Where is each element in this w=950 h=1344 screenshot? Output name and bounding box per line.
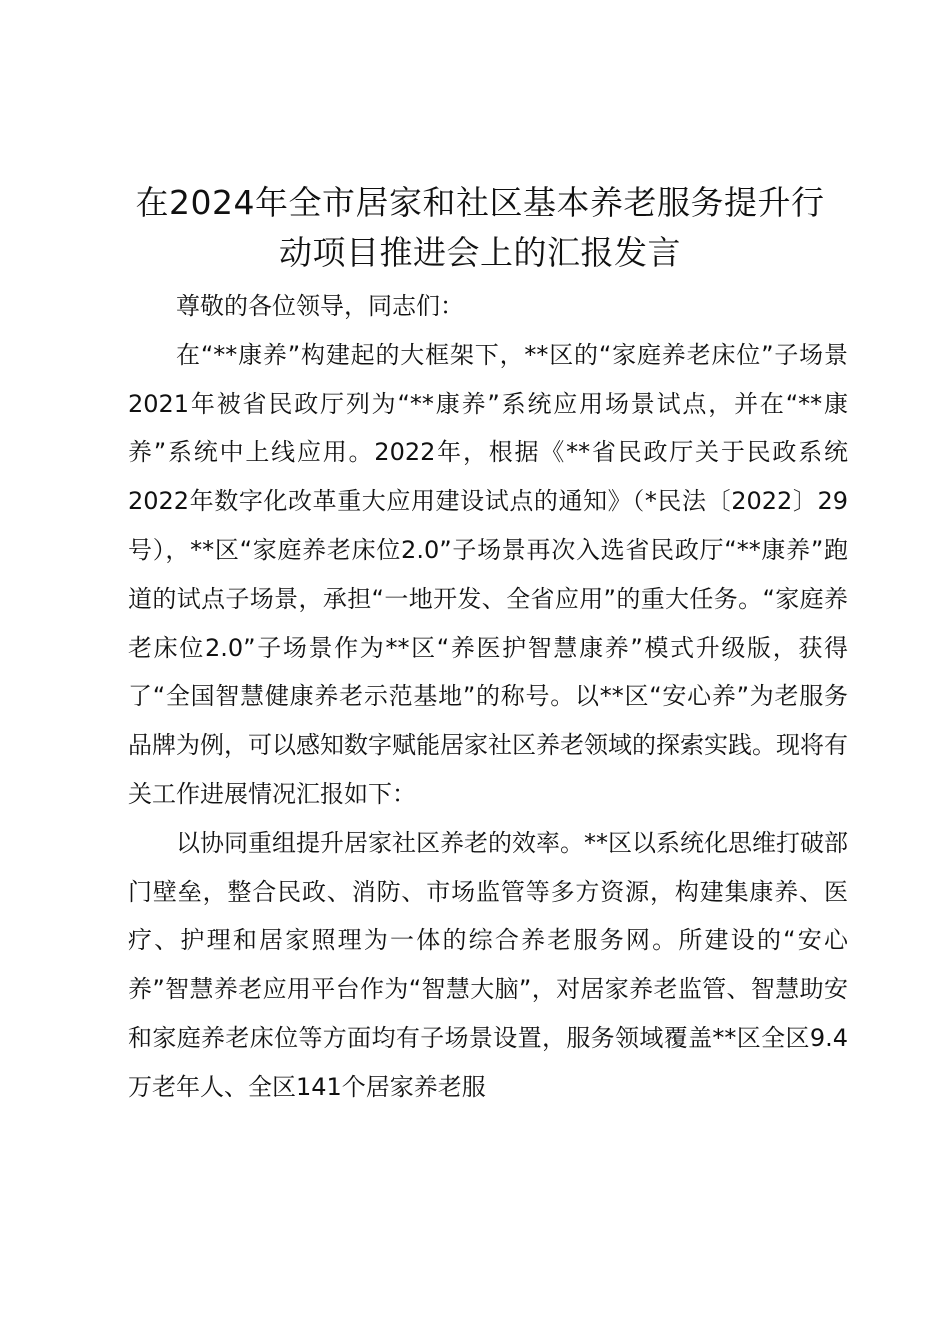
document-body [128, 282, 848, 1112]
body-paragraph: 以协同重组提升居家社区养老的效率。**区以系统化思维打破部门壁垒，整合民政、消防、市场监管等多方资源，构建集康养、医疗、护理和居家照理为一体的综合养老服务网。所建设的“安心养”智慧养老应用平台作为“智慧大脑”，对居家养老监管、智慧助安和家庭养老床位等方面均有子场景设置，服务领域覆盖**区全区9.4万老年人、全区141个居家养老服 [128, 828, 848, 1101]
salutation-paragraph: 尊敬的各位领导，同志们： [176, 292, 464, 320]
body-paragraph: 在“**康养”构建起的大框架下，**区的“家庭养老床位”子场景2021年被省民政厅列为“**康养”系统应用场景试点，并在“**康养”系统中上线应用。2022年，根据《**省民政厅关于民政系统2022年数字化改革重大应用建设试点的通知》（*民法〔2022〕29号），**区“家庭养老床位2.0”子场景再次入选省民政厅“**康养”跑道的试点子场景，承担“一地开发、全省应用”的重大任务。“家庭养老床位2.0”子场景作为**区“养医护智慧康养”模式升级版，获得了“全国智慧健康养老示范基地”的称号。以**区“安心养”为老服务品牌为例，可以感知数字赋能居家社区养老领域的探索实践。现将有关工作进展情况汇报如下： [128, 340, 848, 808]
document-title: 在2024年全市居家和社区基本养老服务提升行动项目推进会上的汇报发言 [135, 183, 825, 272]
